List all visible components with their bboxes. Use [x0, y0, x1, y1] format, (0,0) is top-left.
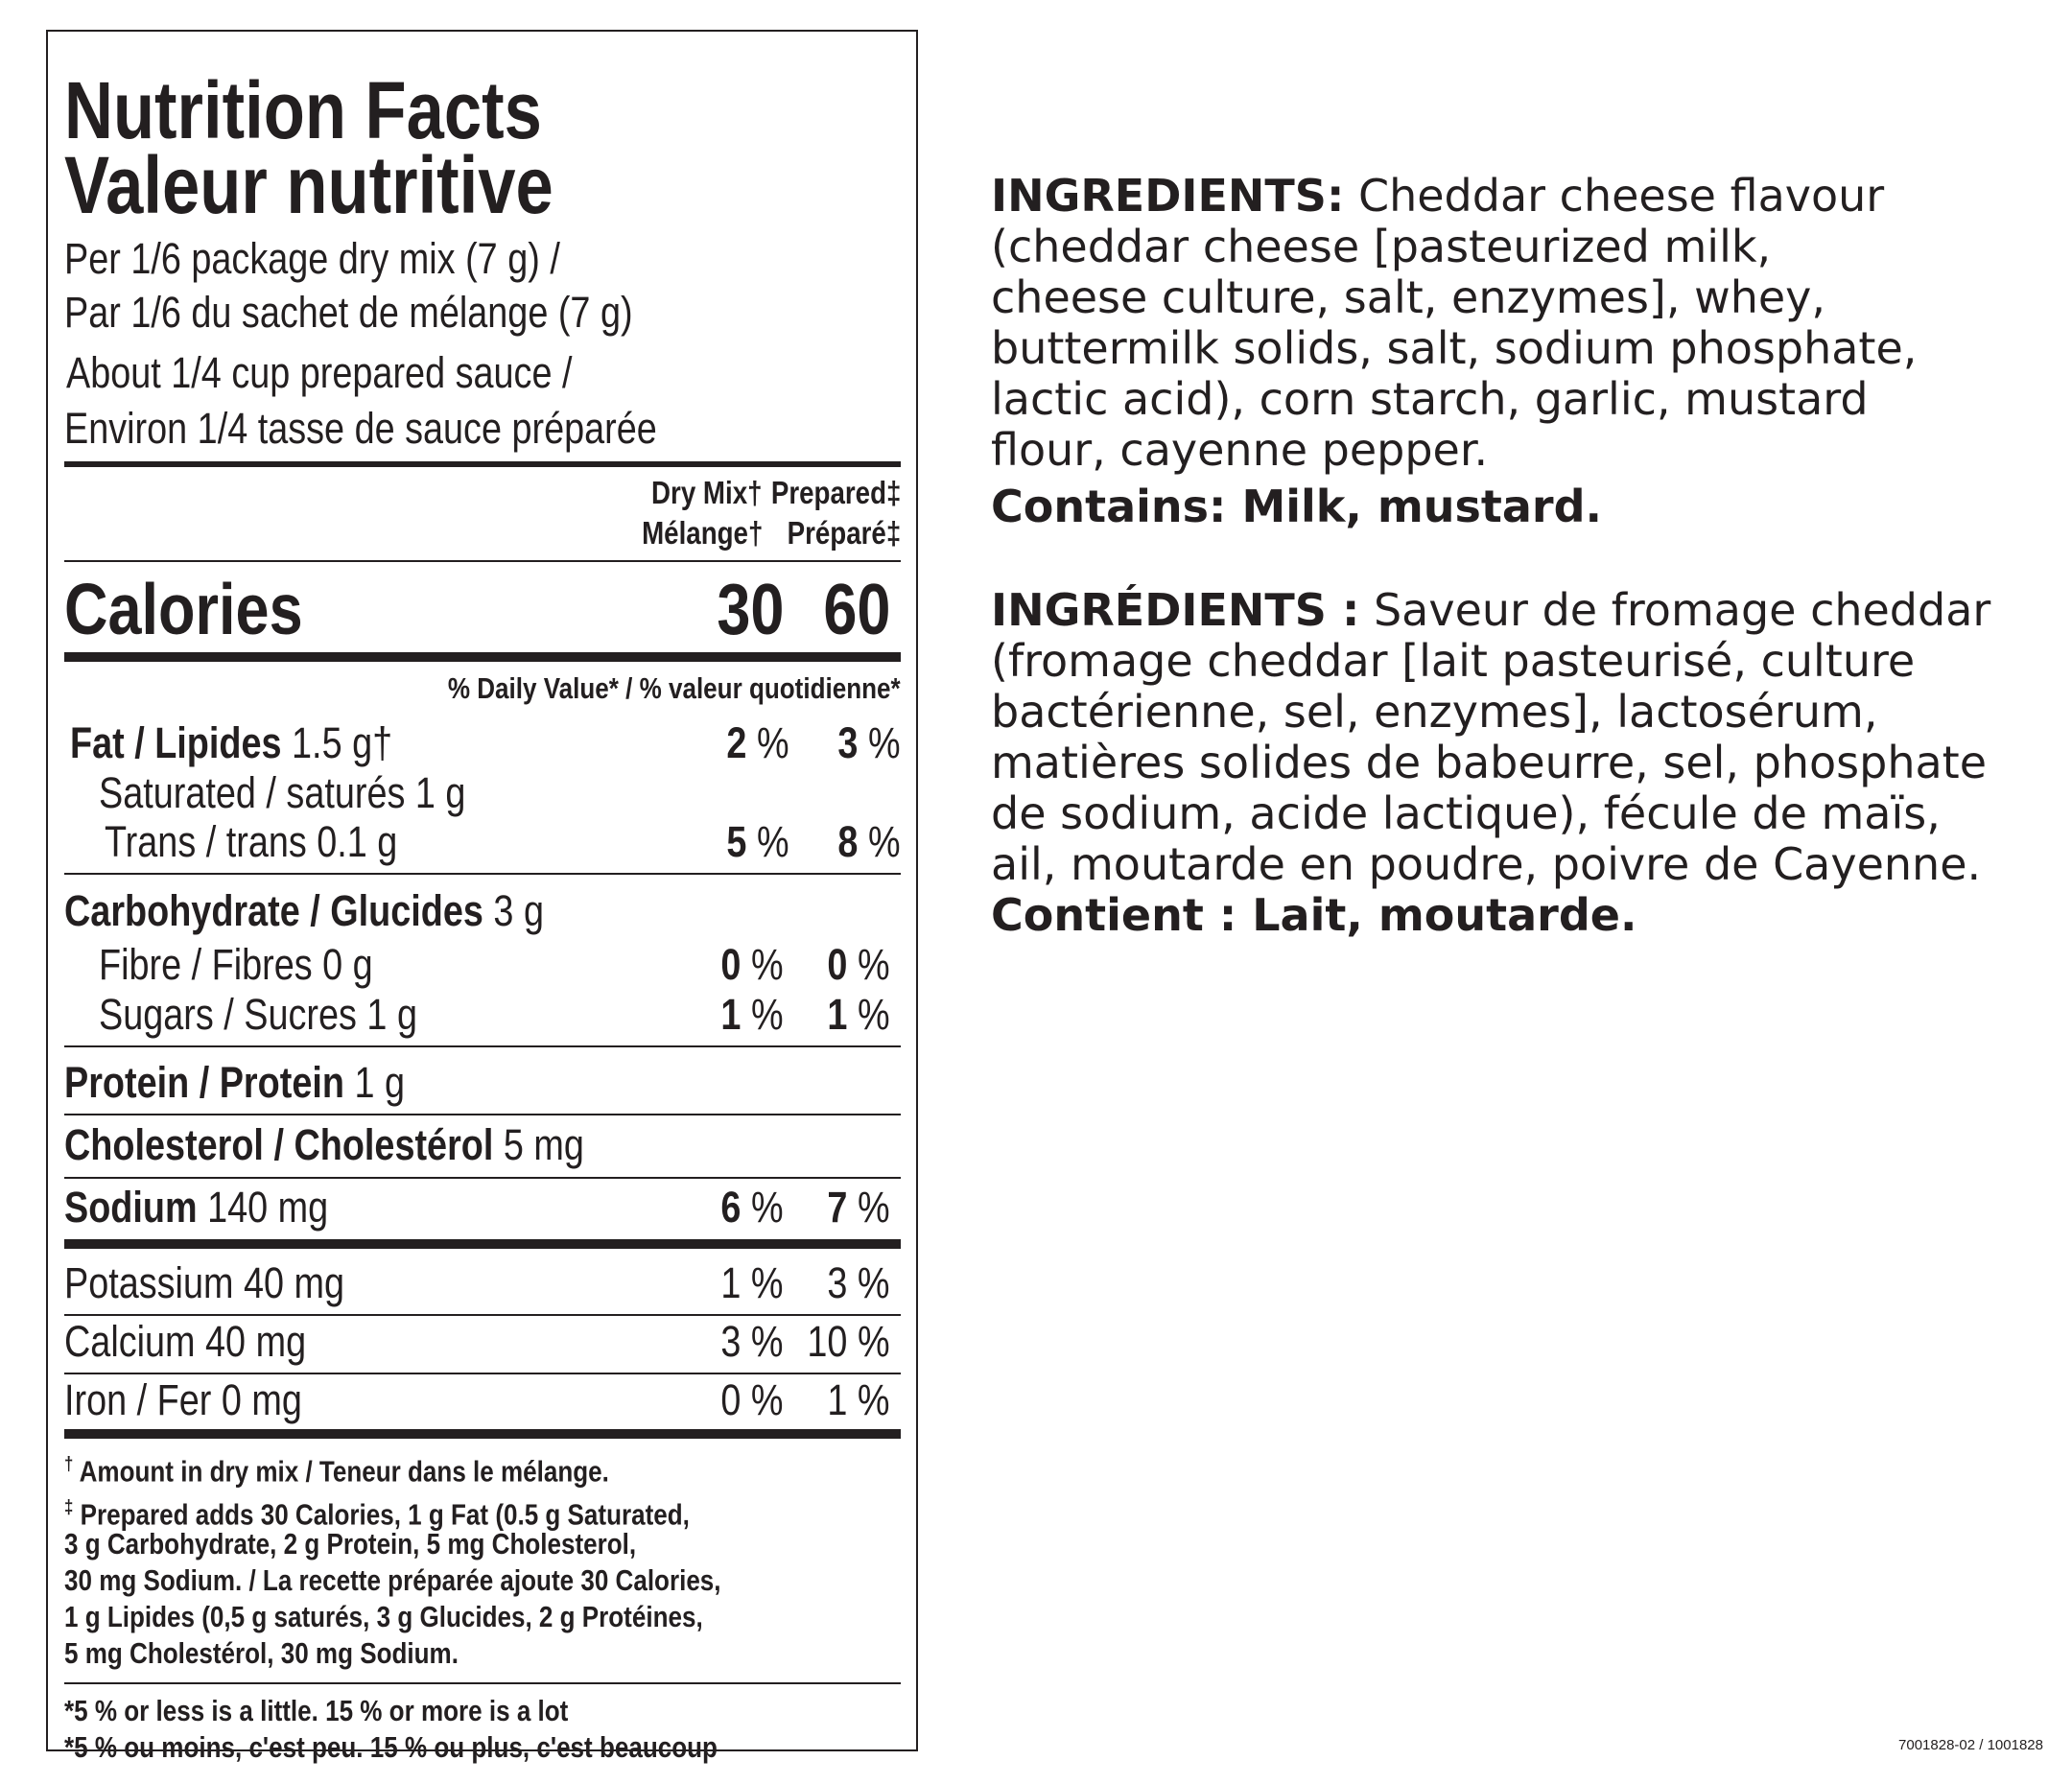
fat-prep: 3 % — [837, 718, 901, 767]
ingredients-fr — [991, 585, 2046, 941]
thick-rule — [64, 1239, 901, 1249]
trans-dry: 5 % — [726, 817, 789, 866]
fat-row: Fat / Lipides 1.5 g† — [70, 718, 393, 767]
col-prep-en: Prepared‡ — [770, 475, 901, 510]
calcium-row: Calcium 40 mg — [64, 1317, 307, 1366]
ingredients-fr-line-3: bactérienne, sel, enzymes], lactosérum, — [991, 686, 1878, 738]
iron-prep: 1 % — [827, 1375, 890, 1424]
sugars-prep: 1 % — [827, 990, 890, 1039]
rule — [64, 1114, 901, 1115]
ingredients-en-line-4: buttermilk solids, salt, sodium phosphate, — [991, 322, 1918, 374]
calcium-prep: 10 % — [807, 1317, 890, 1366]
fat-dry: 2 % — [726, 718, 789, 767]
ingredients-en — [991, 171, 2046, 532]
calories-label: Calories — [64, 569, 303, 649]
sodium-prep: 7 % — [827, 1183, 890, 1232]
ingredients-en-line-3: cheese culture, salt, enzymes], whey, — [991, 271, 1826, 323]
fibre-dry: 0 % — [720, 940, 784, 989]
ingredients-fr-line-2: (fromage cheddar [lait pasteurisé, culture — [991, 635, 1916, 687]
product-code: 7001828-02 / 1001828 — [1898, 1737, 2043, 1753]
saturated-row: Saturated / saturés 1 g — [99, 768, 466, 817]
iron-dry: 0 % — [720, 1375, 784, 1424]
sodium-dry: 6 % — [720, 1183, 784, 1232]
ingredients-fr-line-6: ail, moutarde en poudre, poivre de Cayenne. — [991, 838, 1982, 890]
potassium-dry: 1 % — [720, 1258, 784, 1307]
thick-rule — [64, 461, 901, 467]
ingredients-en-line-5: lactic acid), corn starch, garlic, mustard — [991, 373, 1869, 425]
rule — [64, 1314, 901, 1316]
thick-rule — [64, 1429, 901, 1439]
ingredients-fr-line-5: de sodium, acide lactique), fécule de maïs, — [991, 787, 1941, 839]
fibre-row: Fibre / Fibres 0 g — [99, 940, 373, 989]
calcium-dry: 3 % — [720, 1317, 784, 1366]
footnote-ddagger-5: 5 mg Cholestérol, 30 mg Sodium. — [64, 1636, 459, 1670]
ingredients-en-line-2: (cheddar cheese [pasteurized milk, — [991, 221, 1772, 272]
calories-dry: 30 — [716, 569, 784, 649]
calories-prep: 60 — [822, 569, 890, 649]
protein-row: Protein / Protein 1 g — [64, 1058, 406, 1107]
footnote-ddagger-2: 3 g Carbohydrate, 2 g Protein, 5 mg Cholesterol, — [64, 1527, 637, 1561]
col-prep-fr: Préparé‡ — [787, 515, 901, 551]
cholesterol-row: Cholesterol / Cholestérol 5 mg — [64, 1120, 584, 1169]
ingredients-en-line-1: INGREDIENTS: Cheddar cheese flavour — [991, 170, 1885, 222]
daily-value-header: % Daily Value* / % valeur quotidienne* — [448, 671, 901, 705]
dv-note-en: *5 % or less is a little. 15 % or more is a lot — [64, 1694, 569, 1727]
potassium-prep: 3 % — [827, 1258, 890, 1307]
col-dry-en: Dry Mix† — [651, 475, 763, 510]
footnote-ddagger-4: 1 g Lipides (0,5 g saturés, 3 g Glucides, 2 g Protéines, — [64, 1600, 703, 1633]
rule — [64, 1373, 901, 1374]
rule — [64, 1682, 901, 1684]
ingredients-en-line-6: flour, cayenne pepper. — [991, 424, 1489, 476]
serving-line-1: Per 1/6 package dry mix (7 g) / — [64, 234, 560, 283]
dv-note-fr: *5 % ou moins, c'est peu. 15 % ou plus, c'est beaucoup — [64, 1730, 718, 1764]
fibre-prep: 0 % — [827, 940, 890, 989]
footnote-ddagger-3: 30 mg Sodium. / La recette préparée ajoute 30 Calories, — [64, 1563, 721, 1597]
footnote-ddagger-1: ‡ Prepared adds 30 Calories, 1 g Fat (0.5 g Saturated, — [64, 1497, 690, 1532]
title-en: Nutrition Facts — [64, 65, 542, 155]
sugars-dry: 1 % — [720, 990, 784, 1039]
col-dry-fr: Mélange† — [641, 515, 763, 551]
footnote-dagger: † Amount in dry mix / Teneur dans le mélange. — [64, 1454, 609, 1489]
rule — [64, 560, 901, 562]
rule — [64, 1045, 901, 1047]
ingredients-fr-line-4: matières solides de babeurre, sel, phosphate — [991, 737, 1988, 788]
serving-line-3: About 1/4 cup prepared sauce / — [66, 348, 573, 397]
rule — [64, 873, 901, 875]
trans-row: Trans / trans 0.1 g — [105, 817, 398, 866]
serving-line-2: Par 1/6 du sachet de mélange (7 g) — [64, 288, 633, 337]
title-fr: Valeur nutritive — [64, 140, 553, 230]
rule — [64, 1177, 901, 1179]
potassium-row: Potassium 40 mg — [64, 1258, 345, 1307]
carbohydrate-row: Carbohydrate / Glucides 3 g — [64, 886, 544, 935]
sugars-row: Sugars / Sucres 1 g — [99, 990, 417, 1039]
contains-fr: Contient : Lait, moutarde. — [991, 889, 1637, 941]
contains-en: Contains: Milk, mustard. — [991, 481, 1603, 532]
nutrition-facts-panel — [46, 30, 918, 1764]
ingredients-fr-line-1: INGRÉDIENTS : Saveur de fromage cheddar — [991, 584, 1991, 636]
serving-line-4: Environ 1/4 tasse de sauce préparée — [64, 404, 657, 453]
thick-rule — [64, 652, 901, 662]
iron-row: Iron / Fer 0 mg — [64, 1375, 302, 1424]
trans-prep: 8 % — [837, 817, 901, 866]
sodium-row: Sodium 140 mg — [64, 1183, 329, 1232]
